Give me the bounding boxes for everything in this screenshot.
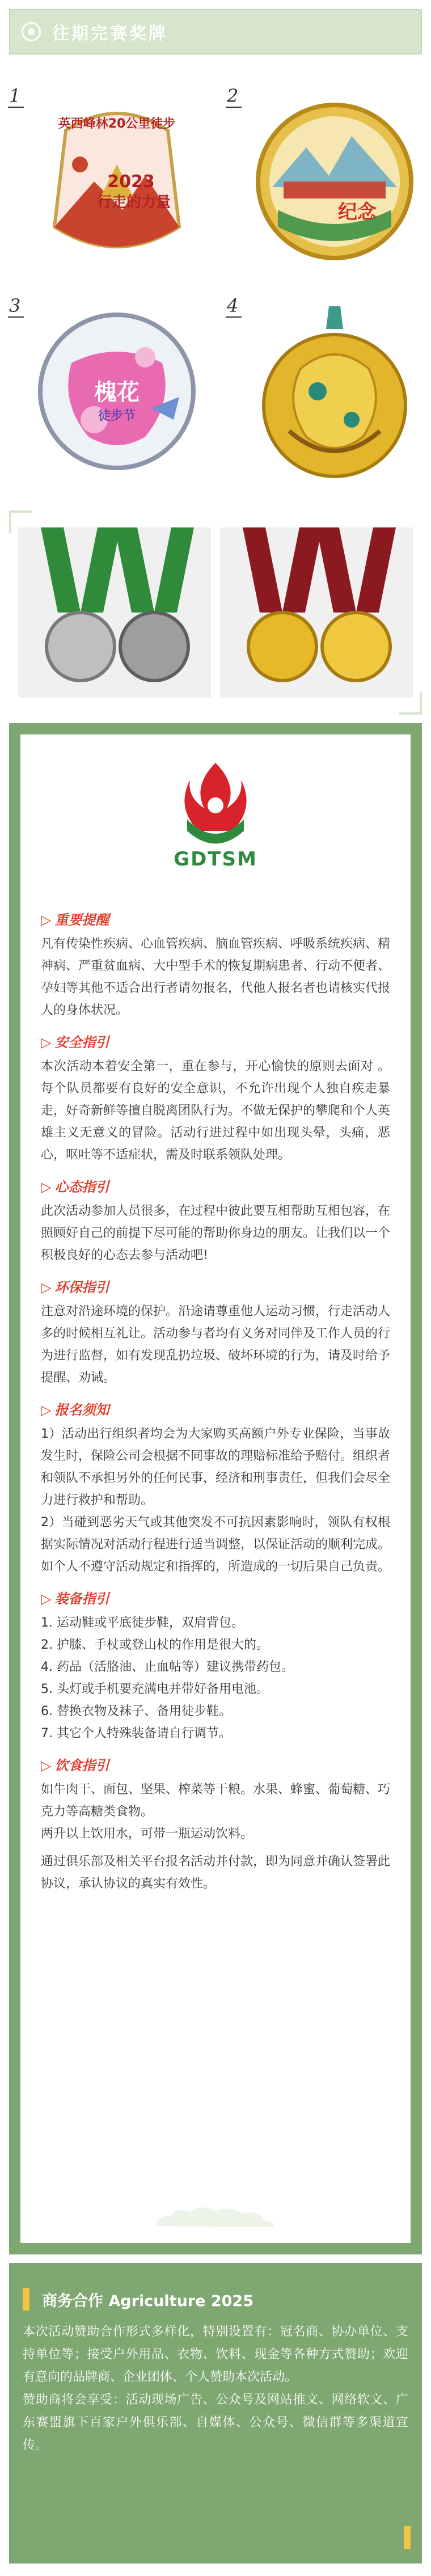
- section-text: 凡有传染性疾病、心血管疾病、脑血管疾病、呼吸系统疾病、精神病、严重贫血病、大中型手术的恢复期病患者、行动不便者、孕妇等其他不适合出行者请勿报名，代他人报名者也请核实代报人的身体状况。: [41, 937, 391, 1017]
- medal-1: [9, 85, 202, 272]
- medal-subtitle: 徒步节: [98, 409, 136, 423]
- section-heading: ▷ 装备指引: [41, 1591, 109, 1607]
- medal-image: [250, 96, 420, 267]
- medal-year: 2023: [107, 172, 155, 192]
- flame-logo-icon: [170, 757, 261, 848]
- section-heading: ▷ 环保指引: [41, 1279, 109, 1295]
- accent-bar: [23, 2288, 29, 2311]
- medal-title: 槐花: [94, 379, 140, 406]
- section-heading: ▷ 安全指引: [41, 1034, 109, 1050]
- accent-bar: [404, 2526, 411, 2549]
- ribbon-medals-gallery: [9, 510, 422, 715]
- list-item: 6. 替换衣物及袜子、备用徒步鞋。: [41, 1704, 231, 1718]
- notice-body: [41, 899, 390, 1895]
- club-logo: [170, 757, 261, 876]
- section-text: 本次活动本着安全第一，重在参与，开心愉快的原则去面对 。每个队员都要有良好的安全意识，不允许出现个人独自疾走暴走，好奇新鲜等擅自脱离团队行为。不做无保护的攀爬和个人英雄主义无意义的冒险。活动行进过程中如出现头晕，头痛，恶心，呕吐等不适症状，需及时联系领队处理。: [41, 1059, 391, 1162]
- section-text: 此次活动参加人员很多，在过程中彼此要互相帮助互相包容，在照顾好自己的前提下尽可能的帮助你身边的朋友。让我们以一个积极良好的心态去参与活动吧!: [41, 1204, 391, 1262]
- gold-medals-photo: [220, 527, 413, 698]
- logo-text: GDTSM: [174, 848, 257, 871]
- section-text: 2）当碰到恶劣天气或其他突发不可抗因素影响时，领队有权根据实际情况对活动行程进行适当调整，以保证活动的顺利完成。如个人不遵守活动规定和指挥的，所造成的一切后果自己负责。: [41, 1515, 391, 1574]
- section-heading: ▷ 饮食指引: [41, 1758, 109, 1773]
- medal-title: 纪念: [338, 201, 377, 223]
- section-heading: ▷ 心态指引: [41, 1179, 109, 1195]
- circle-icon: [22, 22, 41, 41]
- business-cooperation-panel: [9, 2263, 422, 2564]
- list-item: 5. 头灯或手机要充满电并带好备用电池。: [41, 1682, 269, 1696]
- medal-image: [32, 306, 202, 476]
- section-heading: ▷ 重要提醒: [41, 912, 109, 928]
- cloud-decoration-icon: [145, 2203, 281, 2232]
- section-header: [9, 9, 422, 54]
- list-item: 2. 护膝、手杖或登山杖的作用是很大的。: [41, 1638, 269, 1652]
- list-item: 4. 药品（活胳油、止血帖等）建议携带药包。: [41, 1660, 294, 1674]
- business-text: 本次活动赞助合作形式多样化，特别设置有：冠名商、协办单位、支持单位等；接受户外用品、衣物、饮料、现金等各种方式赞助；欢迎有意向的品牌商、企业团体、个人赞助本次活动。: [23, 2325, 408, 2384]
- silver-medals-photo: [18, 527, 211, 698]
- medal-number: 4: [227, 295, 239, 316]
- medal-slogan: 行走的力量: [96, 194, 171, 211]
- section-text: 如牛肉干、面包、坚果、榨菜等干粮。水果、蜂蜜、葡萄糖、巧克力等高糖类食物。: [41, 1783, 391, 1819]
- list-item: 1. 运动鞋或平底徒步鞋，双肩背包。: [41, 1616, 244, 1630]
- medal-image: [32, 96, 202, 267]
- section-heading: ▷ 报名须知: [41, 1402, 109, 1418]
- section-text: 通过俱乐部及相关平台报名活动并付款，即为同意并确认签署此协议，承认协议的真实有效性。: [41, 1855, 391, 1891]
- medal-3: [9, 295, 202, 482]
- medal-number: 1: [9, 85, 21, 107]
- business-heading: 商务合作 Agriculture 2025: [23, 2288, 408, 2311]
- medal-image: [250, 306, 420, 488]
- section-text: 两升以上饮用水，可带一瓶运动饮料。: [41, 1827, 253, 1841]
- notice-card: [20, 734, 411, 2243]
- business-text: 赞助商将会享受：活动现场广告、公众号及网站推文、网络软文、广东赛盟旗下百家户外俱乐部、自媒体、公众号、微信群等多渠道宣传。: [23, 2393, 408, 2452]
- medal-number: 3: [9, 295, 21, 316]
- section-title: 往期完赛奖牌: [52, 24, 168, 44]
- medal-4: [227, 295, 420, 482]
- medal-2: [227, 85, 420, 272]
- medal-title: 英西峰林20公里徒步: [58, 117, 176, 131]
- notice-panel: [9, 723, 422, 2254]
- section-text: 注意对沿途环境的保护。沿途请尊重他人运动习惯，行走活动人多的时候相互礼让。活动参与者均有义务对同伴及工作人员的行为进行监督，如有发现乱扔垃圾、破坏环境的行为，请及时给予提醒、劝诫。: [41, 1304, 391, 1385]
- section-text: 1）活动出行组织者均会为大家购买高额户外专业保险，当事故发生时，保险公司会根据不同事故的理赔标准给予赔付。组织者和领队不承担另外的任何民事，经济和刑事责任，但我们会尽全力进行救护和帮助。: [41, 1427, 391, 1507]
- list-item: 7. 其它个人特殊装备请自行调节。: [41, 1726, 231, 1741]
- medal-number: 2: [227, 85, 239, 107]
